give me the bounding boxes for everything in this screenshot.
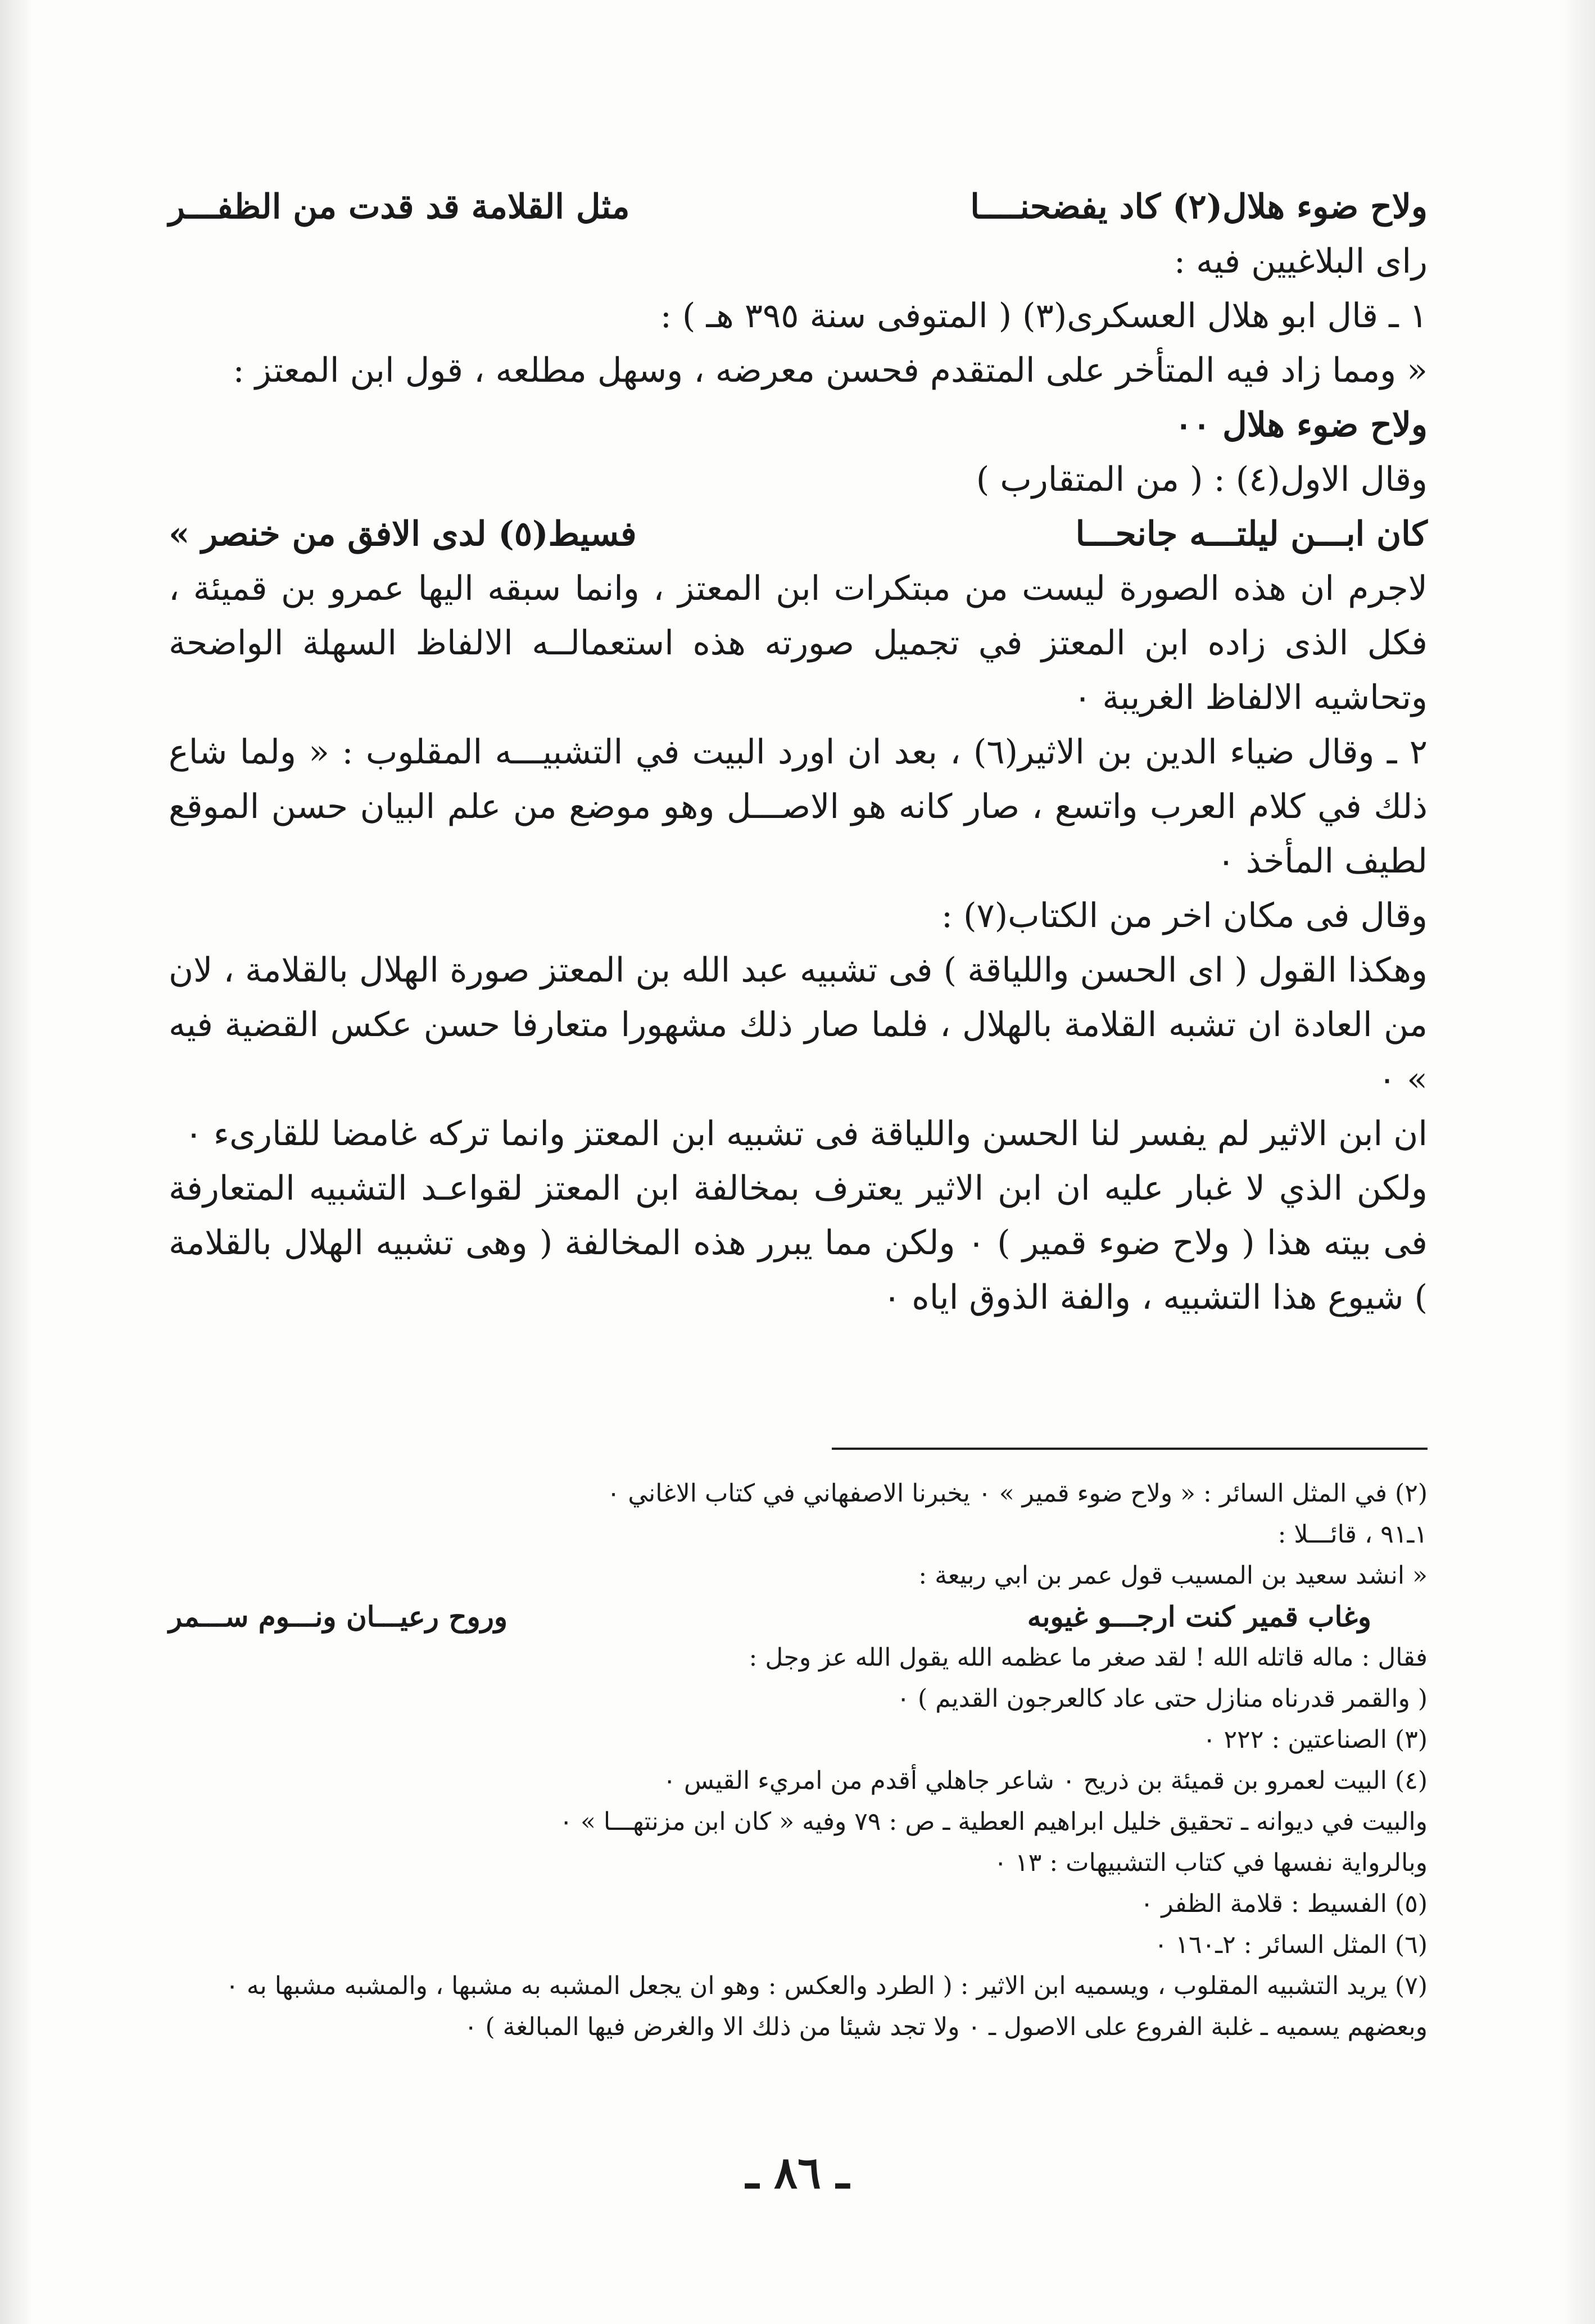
footnote-verse [169,1596,1428,1637]
footnote: فقال : ماله قاتله الله ! لقد صغر ما عظمه الله يقول الله عز وجل : [749,1643,1428,1672]
footnote: ١ـ٩١ ، قائـــلا : [1277,1520,1428,1549]
footnote: « انشد سعيد بن المسيب قول عمر بن ابي ربيعة : [918,1561,1428,1590]
verse-second-hemistich: مثل القلامة قد قدت من الظفـــر [169,187,630,227]
body-paragraph: ان ابن الاثير لم يفسر لنا الحسن واللياقة فى تشبيه ابن المعتز وانما تركه غامضا للقارىء ٠ [184,1114,1428,1154]
verse-second-hemistich: فسيط(٥) لدى الافق من خنصر » [169,514,637,554]
footnote: والبيت في ديوانه ـ تحقيق خليل ابراهيم العطية ـ ص : ٧٩ وفيه « كان ابن مزنتهـــا » ٠ [559,1807,1428,1836]
body-paragraph: وهكذا القول ( اى الحسن واللياقة ) فى تشبيه عبد الله بن المعتز صورة الهلال بالقلامة ، لان من العادة ان تشبه القلامة بالهلال ، فلما صار ذلك مشهورا متعارفا حسن عكس القضية فيه » ٠ [169,951,1428,1099]
verse-first-hemistich: كان ابـــن ليلتـــه جانحـــا [1075,514,1428,554]
footnote: (٢) في المثل السائر : « ولاح ضوء قمير » ٠ يخبرنا الاصفهاني في كتاب الاغاني ٠ [606,1479,1428,1508]
text-line: ١ ـ قال ابو هلال العسكرى(٣) ( المتوفى سنة ٣٩٥ هـ ) : [660,296,1428,336]
main-text [169,180,1428,1325]
footnote-divider [832,1448,1428,1450]
footnote: (٤) البيت لعمرو بن قميئة بن ذريح ٠ شاعر جاهلي أقدم من امريء القيس ٠ [663,1766,1428,1795]
verse-line [169,180,1428,234]
page-edge-shadow [0,0,34,2324]
text-line: ولاح ضوء هلال ٠٠ [1174,405,1428,445]
footnote: (٣) الصناعتين : ٢٢٢ ٠ [1202,1725,1428,1754]
page-edge-shadow [1561,0,1595,2324]
body-paragraph: لاجرم ان هذه الصورة ليست من مبتكرات ابن المعتز ، وانما سبقه اليها عمرو بن قميئة ، فكل الذى زاده ابن المعتز في تجميل صورته هذه استعمالــه الالفاظ السهلة الواضحة وتحاشيه الالفاظ الغريبة ٠ [169,569,1428,717]
verse-first-hemistich: وغاب قمير كنت ارجـــو غيوبه [1027,1600,1371,1633]
body-paragraph: ٢ ـ وقال ضياء الدين بن الاثير(٦) ، بعد ان اورد البيت في التشبيـــه المقلوب : « ولما شاع ذلك في كلام العرب واتسع ، صار كانه هو الاصـــل وهو موضع من علم البيان حسن الموقع لطيف المأخذ ٠ [169,733,1428,881]
verse-second-hemistich: وروح رعيـــان ونـــوم ســـمر [169,1600,508,1633]
body-paragraph: ولكن الذي لا غبار عليه ان ابن الاثير يعترف بمخالفة ابن المعتز لقواعـد التشبيه المتعارفة فى بيته هذا ( ولاح ضوء قمير ) ٠ ولكن مما يبرر هذه المخالفة ( وهى تشبيه الهلال بالقلامة ) شيوع هذا التشبيه ، والفة الذوق اياه ٠ [169,1169,1428,1317]
verse-line [169,507,1428,562]
footnote: (٦) المثل السائر : ٢ـ١٦٠ ٠ [1154,1930,1428,1959]
text-line: وقال الاول(٤) : ( من المتقارب ) [976,460,1428,499]
footnote: وبالرواية نفسها في كتاب التشبيهات : ١٣ ٠ [994,1848,1428,1877]
footnote: ( والقمر قدرناه منازل حتى عاد كالعرجون القديم ) ٠ [896,1684,1428,1713]
footnote: (٧) يريد التشبيه المقلوب ، ويسميه ابن الاثير : ( الطرد والعكس : وهو ان يجعل المشبه به مشبها ، والمشبه مشبها به ٠ وبعضهم يسميه ـ غلبة الفروع على الاصول ـ ٠ ولا تجد شيئا من ذلك الا والغرض فيها المبالغة ) ٠ [225,1972,1428,2041]
footnotes [169,1473,1428,2047]
verse-first-hemistich: ولاح ضوء هلال(٢) كاد يفضحنــــا [970,187,1428,227]
footnote: (٥) الفسيط : قلامة الظفر ٠ [1140,1889,1428,1918]
text-line: راى البلاغيين فيه : [1173,242,1428,281]
page-number: ـ ٨٦ ـ [746,2147,849,2199]
quotation-paragraph: « ومما زاد فيه المتأخر على المتقدم فحسن معرضه ، وسهل مطلعه ، قول ابن المعتز : [233,351,1428,390]
body-paragraph: وقال فى مكان اخر من الكتاب(٧) : [941,896,1428,935]
